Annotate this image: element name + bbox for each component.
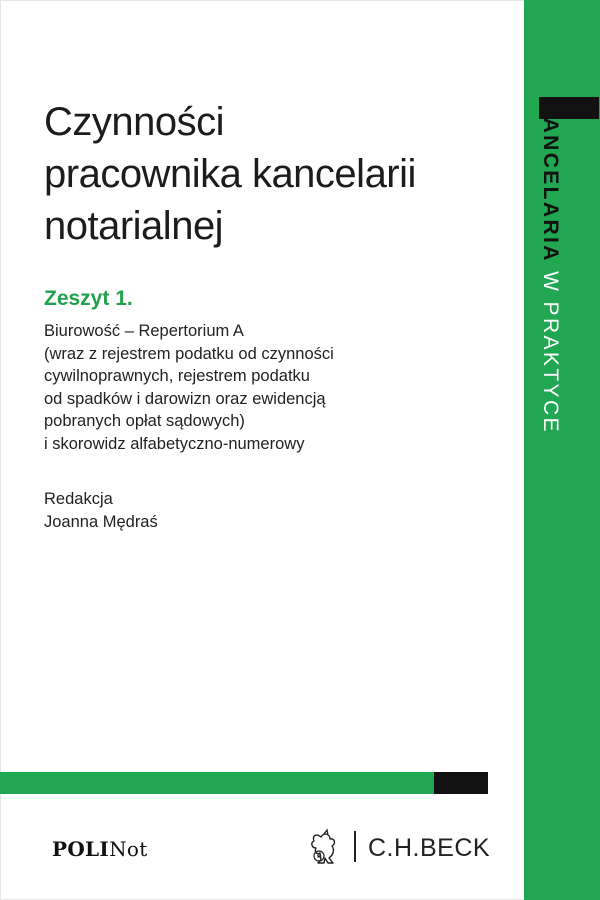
polinot-logo-light: Not <box>109 837 148 861</box>
logo-separator <box>354 831 356 862</box>
title-line: pracownika kancelarii <box>44 152 416 196</box>
black-rule <box>434 772 488 794</box>
description-line: cywilnoprawnych, rejestrem podatku <box>44 367 310 385</box>
editor-name: Joanna Mędraś <box>44 512 158 531</box>
polinot-logo <box>52 837 148 861</box>
book-description <box>44 320 484 455</box>
description-line: pobranych opłat sądowych) <box>44 412 245 430</box>
title-line: notarialnej <box>44 204 224 248</box>
description-line: Biurowość – Repertorium A <box>44 322 244 340</box>
series-spine <box>524 0 600 900</box>
series-name-light: W PRAKTYCE <box>539 271 562 434</box>
series-name <box>538 100 562 480</box>
lion-crest-icon <box>308 828 344 866</box>
chbeck-logo: C.H.BECK <box>368 834 491 862</box>
series-name-strong: KANCELARIA <box>539 100 562 263</box>
green-rule <box>0 772 434 794</box>
polinot-logo-bold: POLI <box>52 837 110 861</box>
description-line: i skorowidz alfabetyczno-numerowy <box>44 434 305 453</box>
book-title <box>44 96 514 252</box>
editor-label: Redakcja <box>44 490 113 508</box>
description-line: (wraz z rejestrem podatku od czynności <box>44 344 334 363</box>
title-line: Czynności <box>44 100 225 144</box>
description-line: od spadków i darowizn oraz ewidencją <box>44 389 326 408</box>
editor-block <box>44 488 158 533</box>
issue-label: Zeszyt 1. <box>44 287 133 310</box>
